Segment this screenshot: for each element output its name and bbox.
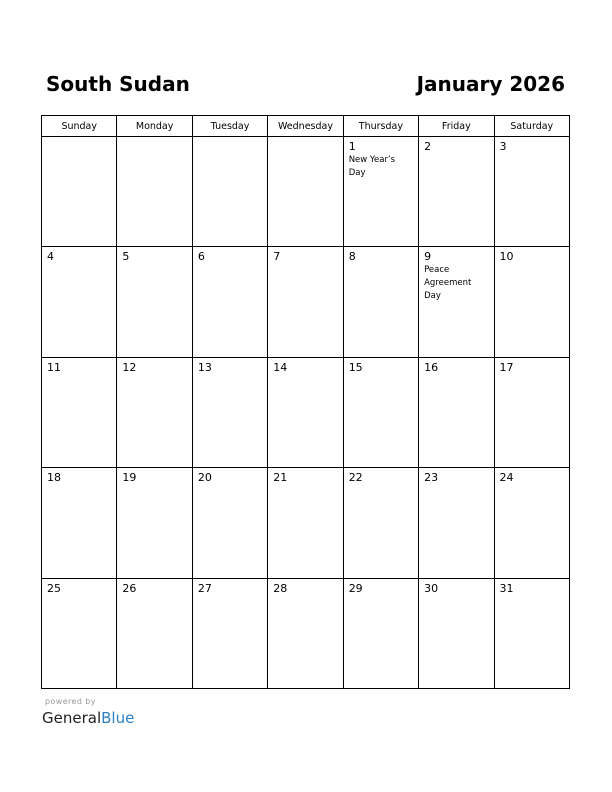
holiday-label (344, 595, 418, 596)
weekday-monday: Monday (117, 116, 192, 137)
day-cell (268, 247, 343, 357)
holiday-label (193, 484, 267, 485)
day-cell (117, 578, 192, 688)
day-cell (419, 468, 494, 578)
day-cell (268, 357, 343, 467)
day-number: 2 (424, 140, 432, 153)
weekday-thursday: Thursday (343, 116, 418, 137)
holiday-label (495, 484, 569, 485)
day-cell (117, 468, 192, 578)
weekday-header-row (42, 116, 570, 137)
day-number: 12 (122, 360, 137, 374)
day-cell (419, 247, 494, 357)
day-cell (343, 137, 418, 247)
day-number: 5 (122, 250, 130, 264)
day-cell (42, 137, 117, 247)
holiday-label (419, 153, 493, 154)
day-number: 11 (47, 360, 61, 374)
week-row (42, 357, 570, 467)
holiday-label (42, 140, 116, 141)
day-number: 23 (424, 471, 439, 485)
day-cell (494, 468, 569, 578)
day-number: 15 (348, 360, 363, 374)
day-number: 27 (197, 581, 212, 595)
day-cell (192, 137, 267, 247)
calendar-grid (41, 115, 570, 689)
weekday-wednesday: Wednesday (268, 116, 343, 137)
day-cell (268, 578, 343, 688)
week-row (42, 468, 570, 578)
holiday-label (344, 484, 418, 485)
holiday-label (268, 140, 342, 141)
holiday-label (495, 153, 569, 154)
day-cell (192, 247, 267, 357)
holiday-label (495, 263, 569, 264)
holiday-label (193, 140, 267, 141)
day-number: 7 (273, 250, 281, 264)
day-number: 16 (424, 360, 439, 374)
holiday-label (344, 263, 418, 264)
day-cell (419, 137, 494, 247)
week-row (42, 247, 570, 357)
day-cell (192, 468, 267, 578)
day-cell (419, 357, 494, 467)
holiday-label (117, 595, 191, 596)
weekday-sunday: Sunday (42, 116, 117, 137)
holiday-label (193, 263, 267, 264)
day-cell (494, 578, 569, 688)
day-number: 13 (197, 360, 212, 374)
holiday-label (495, 595, 569, 596)
day-cell (268, 468, 343, 578)
day-cell (192, 357, 267, 467)
day-cell (494, 357, 569, 467)
holiday-label (117, 374, 191, 375)
day-number: 14 (273, 360, 288, 374)
day-number: 19 (122, 471, 137, 485)
day-cell (343, 578, 418, 688)
holiday-label (268, 484, 342, 485)
day-cell (343, 247, 418, 357)
day-number: 25 (47, 581, 61, 595)
holiday-label (42, 374, 116, 375)
weekday-tuesday: Tuesday (192, 116, 267, 137)
holiday-label (419, 374, 493, 375)
brand-general-text: General (42, 709, 102, 727)
day-cell (117, 357, 192, 467)
day-number: 29 (348, 581, 363, 595)
day-number: 4 (47, 250, 54, 264)
country-title: South Sudan (46, 72, 190, 96)
holiday-label (268, 263, 342, 264)
week-row (42, 578, 570, 688)
day-cell (494, 247, 569, 357)
day-cell (42, 468, 117, 578)
generalblue-logo[interactable] (42, 708, 134, 728)
day-cell (192, 578, 267, 688)
powered-by-text: powered by (45, 697, 96, 706)
day-cell (117, 247, 192, 357)
holiday-label (42, 263, 116, 264)
weekday-friday: Friday (419, 116, 494, 137)
day-cell (494, 137, 569, 247)
day-number: 17 (499, 360, 514, 374)
day-cell (42, 578, 117, 688)
day-number: 28 (273, 581, 288, 595)
day-cell (419, 578, 494, 688)
day-number: 31 (499, 581, 514, 595)
weekday-saturday: Saturday (494, 116, 569, 137)
day-number: 30 (424, 581, 439, 595)
week-row (42, 137, 570, 247)
day-number: 22 (348, 471, 363, 485)
holiday-label (117, 484, 191, 485)
brand-blue-text: Blue (101, 709, 135, 727)
day-number: 8 (348, 250, 356, 264)
holiday-label: Peace Agreement Day (424, 265, 472, 302)
day-number: 21 (273, 471, 288, 485)
day-cell (42, 357, 117, 467)
holiday-label (42, 484, 116, 485)
day-cell (268, 137, 343, 247)
holiday-label (193, 374, 267, 375)
day-number: 18 (47, 471, 61, 485)
holiday-label (344, 374, 418, 375)
holiday-label (268, 374, 342, 375)
holiday-label (419, 595, 493, 596)
holiday-label (117, 140, 191, 141)
month-year-title: January 2026 (416, 72, 565, 96)
day-cell (343, 468, 418, 578)
holiday-label (495, 374, 569, 375)
day-number: 26 (122, 581, 137, 595)
holiday-label (268, 595, 342, 596)
day-number: 1 (348, 140, 356, 153)
day-number: 3 (499, 140, 507, 153)
holiday-label (419, 484, 493, 485)
day-number: 6 (197, 250, 205, 264)
day-cell (117, 137, 192, 247)
day-number: 10 (499, 250, 514, 264)
holiday-label (42, 595, 116, 596)
holiday-label: New Year’s Day (348, 155, 396, 178)
day-cell (42, 247, 117, 357)
day-number: 9 (424, 250, 432, 264)
day-number: 20 (197, 471, 212, 485)
holiday-label (193, 595, 267, 596)
holiday-label (117, 263, 191, 264)
day-number: 24 (499, 471, 514, 485)
day-cell (343, 357, 418, 467)
